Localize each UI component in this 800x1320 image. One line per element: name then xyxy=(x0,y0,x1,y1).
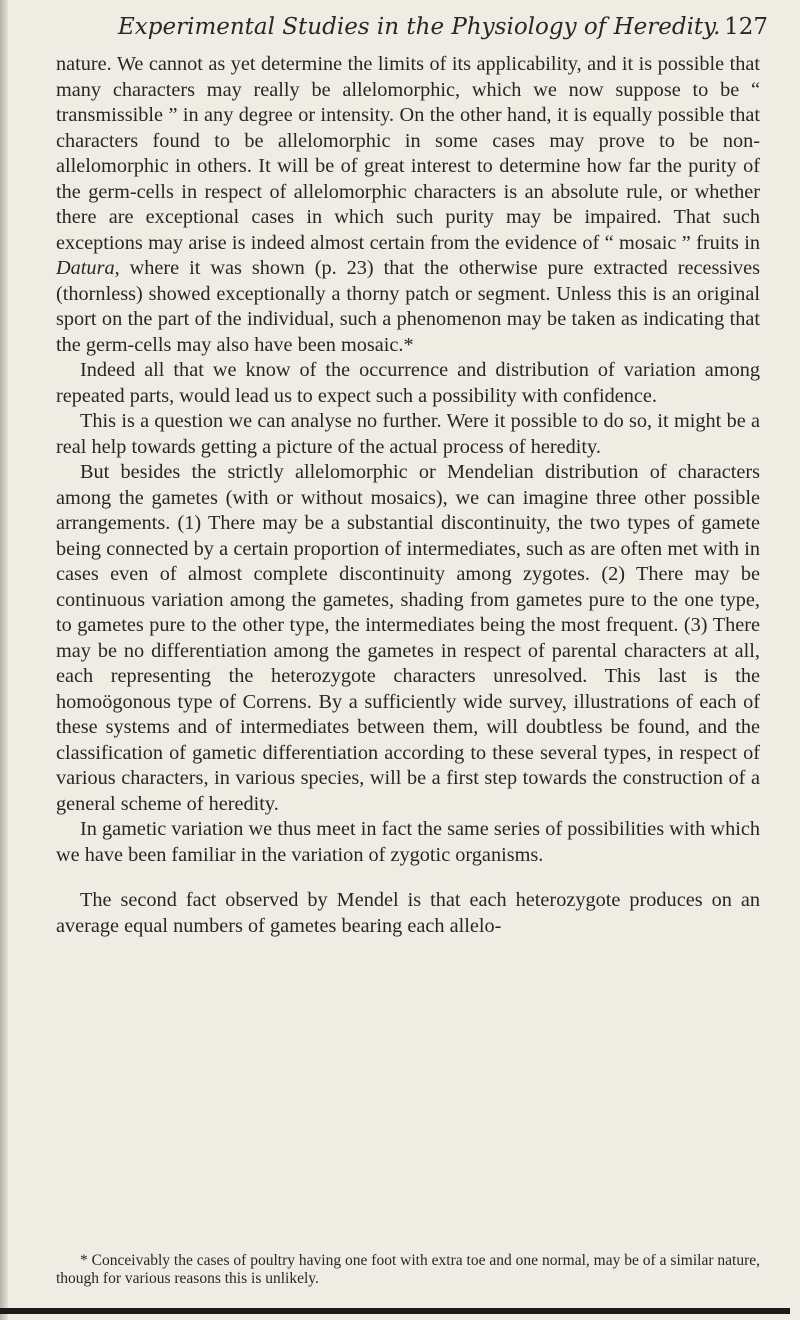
paragraph-5: In gametic variation we thus meet in fact the same series of possibilities with which we have been familiar in the variation of zygotic organisms. xyxy=(56,818,760,866)
running-header xyxy=(118,14,768,40)
body-text xyxy=(56,52,760,939)
paragraph-1-start: nature. We cannot as yet determine the limits of its applicability, and it is possible that many characters may really be allelomorphic, which we now suppose to be “ transmissible ” in any degree or intensity. On the other hand, it is equally possible that characters found to be allelomorphic in some cases may prove to be non-allelomorphic in others. It will be of great interest to determine how far the purity of the germ-cells in respect of allelomorphic characters is an absolute rule, or whether there are exceptional cases in which such purity may be impaired. That such exceptions may arise is indeed almost certain from the evidence of “ mosaic ” fruits in xyxy=(56,53,760,254)
paragraph-4: But besides the strictly allelomorphic or Mendelian distribution of characters among the gametes (with or without mosaics), we can imagine three other possible arrangements. (1) There may be a substantial discontinuity, the two types of gamete being connected by a certain proportion of intermediates, such as are often met with in cases even of almost complete discontinuity among zygotes. (2) There may be continuous variation among the gametes, shading from gametes pure to the one type, to gametes pure to the other type, the intermediates being the most frequent. (3) There may be no differentiation among the gametes in respect of parental characters at all, each representing the heterozygote characters unresolved. This last is the homoögonous type of Correns. By a sufficiently wide survey, illustrations of each of these systems and of intermediates between them, will doubtless be found, and the classification of gametic differentiation according to these several types, in respect of various characters, in various species, will be a first step towards the construction of a general scheme of heredity. xyxy=(56,461,760,815)
italic-term-datura: Datura xyxy=(56,257,115,279)
page-number: 127 xyxy=(724,14,768,40)
paragraph-1-end: , where it was shown (p. 23) that the otherwise pure extracted recessives (thornless) showed exceptionally a thorny patch or segment. Unless this is an original sport on the part of the individual, such a phenomenon may be taken as indicating that the germ-cells may also have been mosaic.* xyxy=(56,257,760,356)
paragraph-1 xyxy=(56,52,760,358)
footnote: * Conceivably the cases of poultry having one foot with extra toe and one normal, may be of a similar nature, though for various reasons this is unlikely. xyxy=(56,1252,760,1287)
page-binding-edge xyxy=(0,0,8,1320)
paragraph-6: The second fact observed by Mendel is that each heterozygote produces on an average equal numbers of gametes bearing each allelo- xyxy=(56,889,760,937)
bottom-edge-bar xyxy=(0,1308,790,1314)
paragraph-2: Indeed all that we know of the occurrence and distribution of variation among repeated parts, would lead us to expect such a possibility with confidence. xyxy=(56,359,760,407)
paragraph-3: This is a question we can analyse no further. Were it possible to do so, it might be a real help towards getting a picture of the actual process of heredity. xyxy=(56,410,760,458)
running-title: Experimental Studies in the Physiology of Heredity. xyxy=(118,14,721,40)
